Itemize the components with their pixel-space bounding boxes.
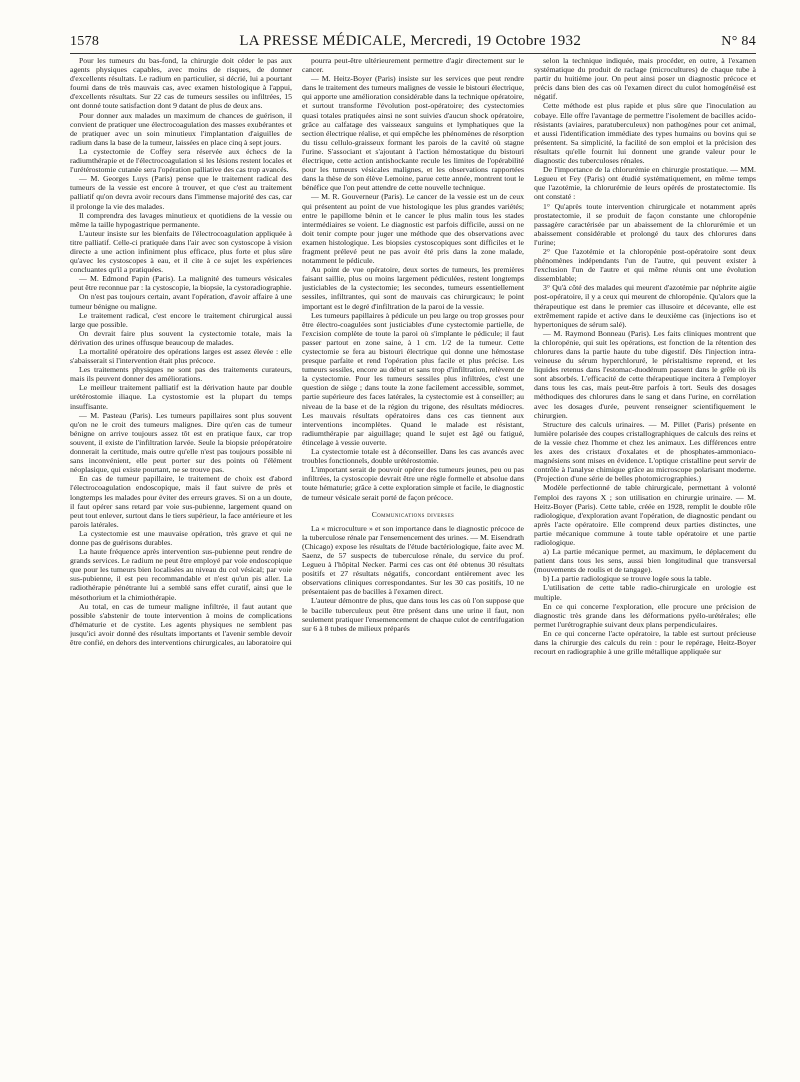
running-header xyxy=(70,28,756,54)
paragraph: b) La partie radiologique se trouve logée sous la table. xyxy=(543,574,712,584)
page-number: 1578 xyxy=(70,34,100,49)
paragraph: — M. Georges Luys (Paris) pense que le traitement radical des tumeurs de la vessie est encore à trouver, et que c'est au traitement palliatif qu'on devra avoir recours dans l'immense majorité des cas, car il prolonge la vie des malades. xyxy=(70,174,292,211)
paragraph: Modèle perfectionné de table chirurgicale, permettant à volonté l'emploi des rayons X ; son utilisation en chirurgie urinaire. — M. Heitz-Boyer (Paris). Cette table, créée en 1928, remplit le double rôle radiologique, d'exploration avant l'opération, de diagnostic pendant ou après l'acte opératoire. Elle comprend deux parties distinctes, une partie mécanique commune à toute table opératoire et une partie radiologique. xyxy=(534,483,756,547)
paragraph: L'auteur démontre de plus, que dans tous les cas où l'on suppose que le bacille tuberculeux peut être présent dans une urine il faut, non seulement pratiquer l'ensemencement de chaque culot de centrifugation sur 6 à 8 tubes de milieux préparés xyxy=(302,596,524,633)
text-columns xyxy=(70,56,756,1068)
paragraph: On n'est pas toujours certain, avant l'opération, d'avoir affaire à une tumeur bénigne ou maligne. xyxy=(70,292,292,311)
section-heading: Communications diverses xyxy=(371,509,455,519)
paragraph: — M. R. Gouverneur (Paris). Le cancer de la vessie est un de ceux qui présentent au point de vue histologique les plus grandes variétés; entre le papillome bénin et le cancer le plus malin tous les stades intermédiaires se voient. Le diagnostic est parfois difficile, aussi on ne doit tenir compte pour juger une méthode que des observations avec examen histologique. Les biopsies cystoscopiques sont difficiles et le fragment prélevé peut ne pas avoir été pris dans la zone malade, notamment le pédicule. xyxy=(302,192,524,266)
publication-title: LA PRESSE MÉDICALE, Mercredi, 19 Octobre 1932 xyxy=(239,33,582,49)
paragraph: La cystectomie est une mauvaise opération, très grave et qui ne donne pas de guérisons durables. xyxy=(70,528,292,547)
paragraph: La cystectomie de Coffey sera réservée aux échecs de la radiumthérapie et de l'électrocoagulation si les lésions restent locales et l'urétérostomie cutanée sera l'opération palliative des cas trop avancés. xyxy=(70,146,292,175)
paragraph: La haute fréquence après intervention sus-pubienne peut rendre de grands services. Le radium ne peut être employé par voie endoscopique que pour les tumeurs bien localisées au niveau du col vésical; par voie sus-pubienne, il est peu recommandable et n'est qu'un pis aller. La radiothérapie pénétrante lui a semblé sans effet curatif, ainsi que le mésothorium et la chimiothérapie. xyxy=(70,547,292,602)
paragraph: De l'importance de la chlorurémie en chirurgie prostatique. — MM. Legueu et Fey (Paris) ont étudié systématiquement, en même temps que l'azotémie, la chlorurémie de leurs opérés de prostatectomie. Ils ont constaté : xyxy=(534,165,756,202)
paragraph: — M. Edmond Papin (Paris). La malignité des tumeurs vésicales peut être reconnue par : la cystoscopie, la biopsie, la cystoradiographie. xyxy=(70,274,292,293)
paragraph: Le traitement radical, c'est encore le traitement chirurgical aussi large que possible. xyxy=(70,310,292,329)
column-1 xyxy=(70,56,292,1068)
paragraph: 1° Qu'après toute intervention chirurgicale et notamment après prostatectomie, il se produit de façon constante une chloropénie passagère caractérisée par un abaissement de la chlorurémie et un abaissement considérable et prolongé du taux des chlorures dans l'urine; xyxy=(534,201,756,247)
paragraph: 2° Que l'azotémie et la chloropénie post-opératoire sont deux phénomènes indépendants l'un de l'autre, qui peuvent exister à l'exclusion l'un de l'autre et qui même réunis ont une évolution dissemblable; xyxy=(534,246,756,284)
paragraph: Pour donner aux malades un maximum de chances de guérison, il convient de pratiquer une électrocoagulation des masses exubérantes et de pratiquer avec un soin minutieux l'implantation d'aiguilles de radium dans la base de la tumeur, laissées en place cinq à sept jours. xyxy=(70,110,292,147)
column-3 xyxy=(534,56,756,1068)
paragraph: Au point de vue opératoire, deux sortes de tumeurs, les premières faisant saillie, plus ou moins largement pédiculées, restent longtemps justiciables de la cystectomie; les secondes, tumeurs essentiellement sessiles, infiltrantes, qui sont de mauvais cas chirurgicaux; le point important est le degré d'infiltration de la paroi de la vessie. xyxy=(302,265,524,311)
paragraph: Le meilleur traitement palliatif est la dérivation haute par double urétérostomie iliaque. La cystostomie est la plupart du temps insuffisante. xyxy=(70,383,292,411)
paragraph: Pour les tumeurs du bas-fond, la chirurgie doit céder le pas aux agents physiques capables, avec moins de risques, de donner d'excellents résultats. Le radium en particulier, si décrié, lui a pourtant fourni dans de très mauvais cas, avec examen histologique à l'appui, d'excellents résultats. Sur 22 cas de tumeurs sessiles ou infiltrées, 15 ont donné toute satisfaction dont 9 datant de plus de deux ans. xyxy=(70,56,292,111)
paragraph: En ce qui concerne l'acte opératoire, la table est surtout précieuse dans la chirurgie des calculs du rein : pour le repérage, Heitz-Boyer recourt en radiographie à une grille métallique appliquée sur xyxy=(534,628,756,657)
paragraph: La « microculture » et son importance dans le diagnostic précoce de la tuberculose rénale par l'ensemencement des urines. — M. Eisendrath (Chicago) expose les résultats de l'étude bactériologique, faite avec M. Saenz, de 57 suspects de tuberculose rénale, du service du prof. Legueu à l'hôpital Necker. Parmi ces cas ont été obtenus 30 résultats positifs et 27 résultats négatifs, concordant entièrement avec les observations cliniques correspondantes. Sur les 30 cas positifs, 10 ne présentaient pas de bacilles à l'examen direct. xyxy=(302,523,524,597)
paragraph: a) La partie mécanique permet, au maximum, le déplacement du patient dans tous les sens, aussi bien longitudinal que transversal (mouvements de roulis et de tangage). xyxy=(534,547,756,575)
paragraph: selon la technique indiquée, mais procéder, en outre, à l'examen systématique du produit de raclage (microcultures) de chaque tube à partir du huitième jour. On peut ainsi poser un diagnostic précoce et précis dans bien des cas où l'examen direct du culot homogénéisé est négatif. xyxy=(534,56,756,102)
paragraph: Les traitements physiques ne sont pas des traitements curateurs, mais ils peuvent donner des améliorations. xyxy=(70,365,292,384)
paragraph: — M. Heitz-Boyer (Paris) insiste sur les services que peut rendre dans le traitement des tumeurs malignes de vessie le bistouri électrique, qui apporte une amélioration considérable dans la technique opératoire, et surtout transforme l'évolution post-opératoire; des cystectomies quasi totales pratiquées ainsi ne sont suivies d'aucun shock opératoire, grâce au calfatage des vaisseaux sanguins et lymphatiques que la section électrique réalise, et qui empêche les phénomènes de résorption du tissu cellulo-graisseux formant les parois de la cavité où stagne l'urine. S'associant et s'ajoutant à l'action hémostatique du bistouri électrique, cette action antishockante recule les limites de l'opérabilité pour les tumeurs vésicales malignes, et les observations rapportées dans la thèse de son élève Lemoine, parue cette année, montrent tout le bénéfice que l'on peut attendre de cette nouvelle technique. xyxy=(302,74,524,193)
paragraph: pourra peut-être ultérieurement permettre d'agir directement sur le cancer. xyxy=(302,56,524,75)
paragraph: L'utilisation de cette table radio-chirurgicale en urologie est multiple. xyxy=(534,583,756,602)
paragraph: Cette méthode est plus rapide et plus sûre que l'inoculation au cobaye. Elle offre l'avantage de permettre l'isolement de bacilles acido-résistants (aviaires, paratuberculeux) non pathogènes pour cet animal, et aussi l'identification immédiate des types humains ou bovins qui se présentent. Sa simplicité, la facilité de son emploi et la précision des résultats qu'elle fournit lui donnent une grande valeur pour le diagnostic des tuberculoses rénales. xyxy=(534,101,756,166)
paragraph: Au total, en cas de tumeur maligne infiltrée, il faut autant que possible s'abstenir de toute intervention à moins de complications d'hématurie et de cystite. Les agents physiques ne semblent pas jusqu'ici avoir donné des résultats importants et l'avenir semble devoir être confié, en dehors des interventions chirurgicales, au laboratoire qui xyxy=(70,601,292,647)
issue-number: N° 84 xyxy=(721,34,756,49)
paragraph: Il comprendra des lavages minutieux et quotidiens de la vessie ou même la taille hypogastrique permanente. xyxy=(70,210,292,229)
paragraph: Les tumeurs papillaires à pédicule un peu large ou trop grosses pour être électro-coagulées sont justiciables d'une cystectomie partielle, de l'excision complète de toute la paroi où s'implante le pédicule; il faut passer partout en zone saine, à 1 cm. 1/2 de la tumeur. Cette cystectomie se fera au bistouri électrique qui donne une hémostase presque parfaite et rend l'opération plus facile et plus précise. Les tumeurs sessiles, encore au début et sans trop d'infiltration, relèvent de la cystectomie. Pour les tumeurs sessiles plus infiltrées, c'est une question de siège ; dans toute la zone facilement accessible, sommet, partie supérieure des faces latérales, la cystectomie est à conseiller; au niveau de la base et de la région du trigone, des résultats médiocres. Les mauvais résultats opératoires dans ces cas tiennent aux interventions incomplètes. Quand le malade est résistant, radiumthérapie par aiguillage; quand le sujet est âgé ou fatigué, étincelage à vessie ouverte. xyxy=(302,310,524,447)
paragraph: — M. Pasteau (Paris). Les tumeurs papillaires sont plus souvent qu'on ne le croit des tumeurs malignes. Dire qu'en cas de tumeur bénigne on arrive toujours assez tôt est en pratique faux, car trop souvent, il existe de l'infiltration larvée. Seule la biopsie préopératoire donnerait la certitude, mais outre qu'elle n'est pas toujours possible ni sans inconvénient, elle peut porter sur des points où l'élément néoplasique, qui existe pourtant, ne se trouve pas. xyxy=(70,410,292,475)
paragraph: La cystectomie totale est à déconseiller. Dans les cas avancés avec troubles fonctionnels, double urétérostomie. xyxy=(302,447,524,466)
column-2 xyxy=(302,56,524,1068)
paragraph: En ce qui concerne l'exploration, elle procure une précision de diagnostic très grande dans les déformations pyélo-urétérales; elle permet l'urétrographie suivant deux plans perpendiculaires. xyxy=(534,601,756,629)
paragraph: On devrait faire plus souvent la cystectomie totale, mais la dérivation des urines offusque beaucoup de malades. xyxy=(70,328,292,347)
paragraph: 3° Qu'à côté des malades qui meurent d'azotémie par néphrite aigüe post-opératoire, il y a ceux qui meurent de chloropénie. Qu'alors que la thérapeutique est dans le premier cas illusoire et décevante, elle est extrêmement rapide et active dans le deuxième cas (injections iso et hypertoniques de sérum salé). xyxy=(534,283,756,329)
paragraph: La mortalité opératoire des opérations larges est assez élevée : elle s'abaisserait si l'intervention était plus précoce. xyxy=(70,347,292,366)
paragraph: En cas de tumeur papillaire, le traitement de choix est d'abord l'électrocoagulation endoscopique, mais il faut suivre de près et longtemps les malades pour éviter des erreurs graves. Si on a un doute, il faut opérer sans retard par voie sus-pubienne, largement quand on peut tout enlever, surtout dans le tiers supérieur, la face antérieure et les parois latérales. xyxy=(70,474,292,529)
paragraph: Structure des calculs urinaires. — M. Pillet (Paris) présente en lumière polarisée des coupes cristallographiques de calculs des reins et de la vessie chez l'homme et chez les animaux. Les différences entre les axes des cristaux d'oxalates et de phosphates-ammoniaco-magnésiens sont mises en évidence. L'optique cristalline peut servir de contrôle à l'analyse chimique grâce au microscope polarisant moderne. (Projection d'une série de belles photomicrographies.) xyxy=(534,419,756,484)
paragraph: L'important serait de pouvoir opérer des tumeurs jeunes, peu ou pas infiltrées, la cystoscopie devrait être une règle formelle et absolue dans toute hématurie; grâce à cette exploration simple et facile, le diagnostic de tumeur vésicale serait porté de façon précoce. xyxy=(302,465,524,502)
paragraph: L'auteur insiste sur les bienfaits de l'électrocoagulation appliquée à titre palliatif. Celle-ci pratiquée dans l'air avec son cystoscope à vision directe a une action infiniment plus efficace, plus forte et plus sûre qu'avec les cystoscopes à eau, et il cite à ce sujet les expériences concluantes qu'il a pratiquées. xyxy=(70,228,292,275)
paragraph: — M. Raymond Bonneau (Paris). Les faits cliniques montrent que la chloropénie, qui suit les opérations, est fonction de la rétention des chlorures dans la partie haute du tube digestif. Dès l'injection intra-veineuse du sérum hyperchloruré, le péristaltisme reprend, et les liquides retenus dans l'estomac-duodénum passent dans le grêle où ils sont absorbés. L'efficacité de cette thérapeutique incitera à l'employer dans tous les cas, mais peut-être parfois à tort. Seuls des dosages méthodiques des chlorures dans le sang et dans l'urine, en corrélation avec les dosages d'urée, peuvent renseigner scientifiquement le chirurgien. xyxy=(534,328,756,420)
